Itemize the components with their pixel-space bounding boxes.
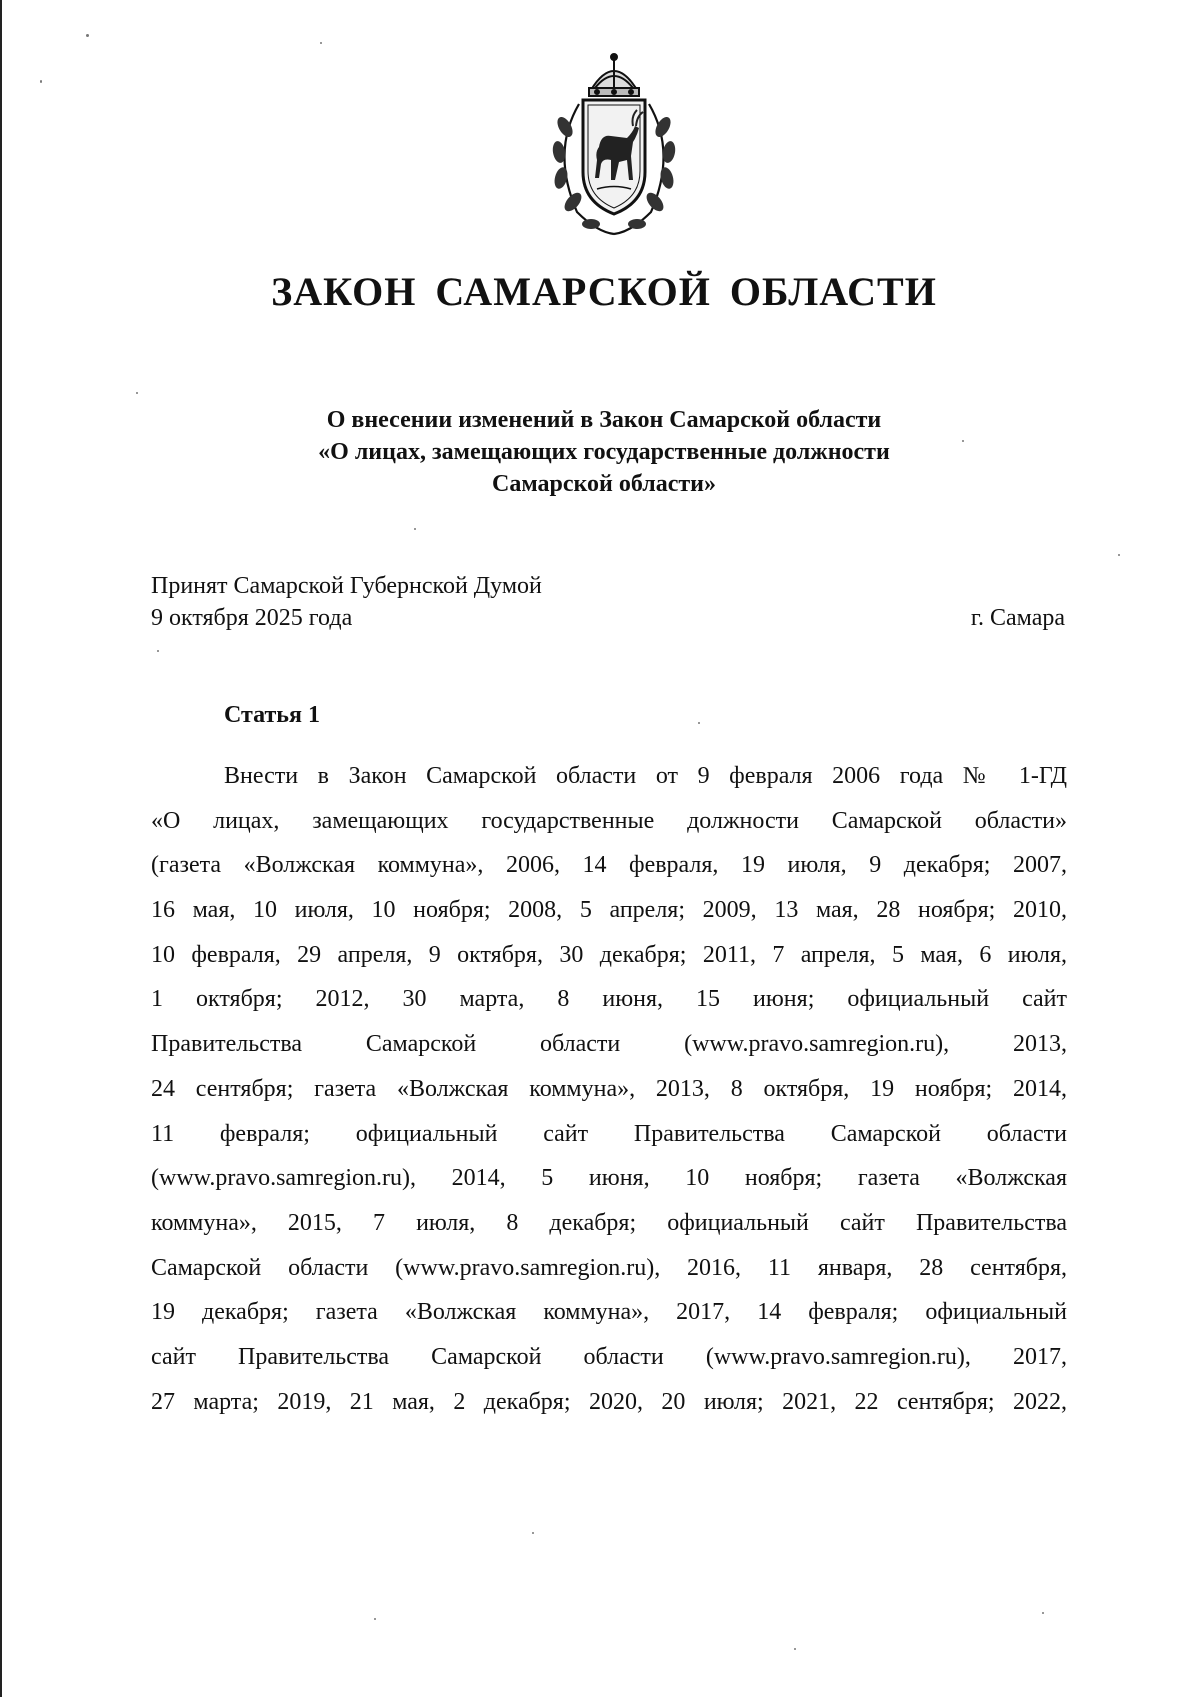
subtitle-line: Самарской области»: [492, 471, 716, 497]
adopted-by: Принят Самарской Губернской Думой: [151, 573, 542, 599]
body-line: 19 декабря; газета «Волжская коммуна», 2017, 14 февраля; официальный: [151, 1299, 1067, 1326]
samara-coat-of-arms-icon: [539, 52, 689, 240]
body-line: (газета «Волжская коммуна», 2006, 14 февраля, 19 июля, 9 декабря; 2007,: [151, 852, 1067, 879]
scan-speck: [1118, 554, 1120, 556]
body-line: 16 мая, 10 июля, 10 ноября; 2008, 5 апреля; 2009, 13 мая, 28 ноября; 2010,: [151, 897, 1067, 924]
adoption-block: [151, 570, 542, 634]
body-line: сайт Правительства Самарской области (www.pravo.samregion.ru), 2017,: [151, 1343, 1067, 1370]
body-line: 1 октября; 2012, 30 марта, 8 июня, 15 июня; официальный сайт: [151, 986, 1067, 1013]
scan-speck: [136, 392, 138, 394]
law-subtitle: [2, 404, 1200, 500]
scan-speck: [1042, 1612, 1044, 1614]
scan-speck: [414, 528, 416, 530]
scan-speck: [40, 80, 42, 83]
body-line: Правительства Самарской области (www.pravo.samregion.ru), 2013,: [151, 1031, 1067, 1058]
body-line: коммуна», 2015, 7 июля, 8 декабря; официальный сайт Правительства: [151, 1209, 1067, 1236]
body-line: 27 марта; 2019, 21 мая, 2 декабря; 2020, 20 июля; 2021, 22 сентября; 2022,: [151, 1388, 1067, 1415]
scan-speck: [157, 650, 159, 652]
body-line: «О лицах, замещающих государственные должности Самарской области»: [151, 807, 1067, 834]
article-body: [151, 754, 1067, 1424]
scan-speck: [794, 1648, 796, 1650]
scan-speck: [962, 440, 964, 442]
law-title: ЗАКОН САМАРСКОЙ ОБЛАСТИ: [271, 269, 937, 314]
body-line: Самарской области (www.pravo.samregion.ru), 2016, 11 января, 28 сентября,: [151, 1254, 1067, 1281]
subtitle-line: О внесении изменений в Закон Самарской области: [326, 407, 882, 433]
subtitle-line: «О лицах, замещающих государственные должности: [318, 439, 890, 465]
adopted-date: 9 октября 2025 года: [151, 605, 353, 631]
body-line: 10 февраля, 29 апреля, 9 октября, 30 декабря; 2011, 7 апреля, 5 мая, 6 июля,: [151, 941, 1067, 968]
scan-speck: [320, 42, 322, 44]
scan-speck: [374, 1618, 376, 1620]
body-line: 11 февраля; официальный сайт Правительства Самарской области: [151, 1120, 1067, 1147]
scan-speck: [532, 1532, 534, 1534]
scan-speck: [86, 34, 89, 37]
body-line: Внести в Закон Самарской области от 9 февраля 2006 года № 1-ГД: [224, 763, 1067, 789]
city: г. Самара: [970, 605, 1065, 631]
body-line: 24 сентября; газета «Волжская коммуна», 2013, 8 октября, 19 ноября; 2014,: [151, 1075, 1067, 1102]
scan-speck: [698, 722, 700, 724]
article-heading: Статья 1: [224, 702, 320, 728]
body-line: (www.pravo.samregion.ru), 2014, 5 июня, 10 ноября; газета «Волжская: [151, 1165, 1067, 1192]
